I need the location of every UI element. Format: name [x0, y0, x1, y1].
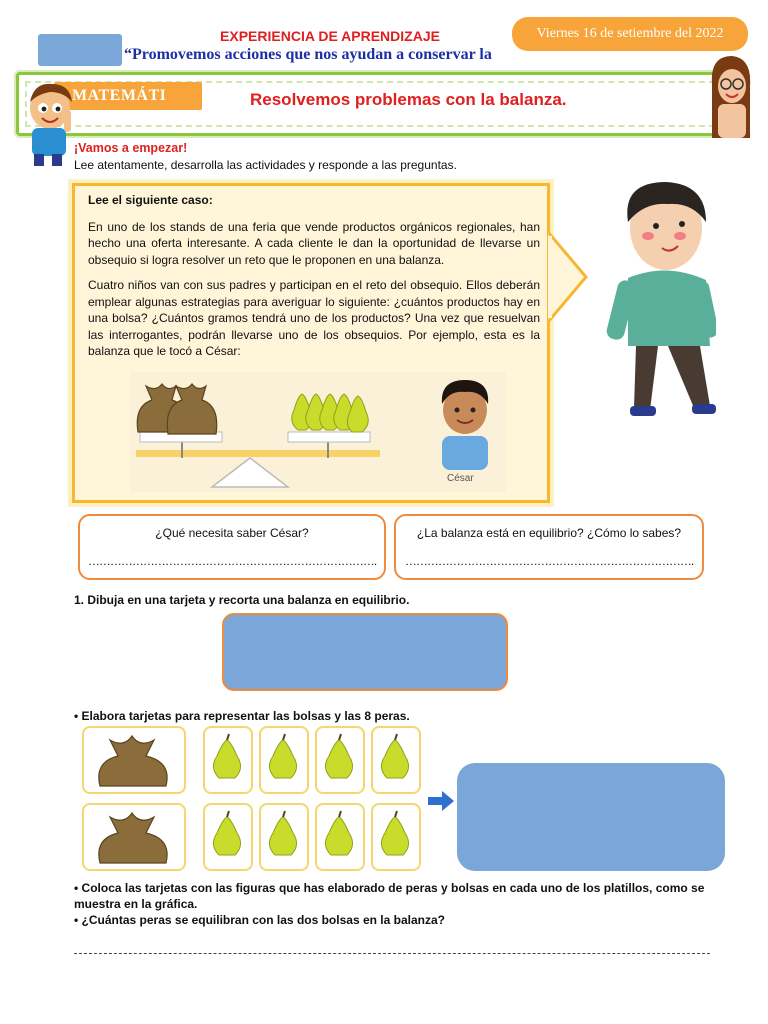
balance-drawing-card[interactable]: [222, 613, 508, 691]
area-text: MATEMÁTI: [72, 87, 167, 104]
money-bag-icon: [84, 805, 184, 869]
instructions: Lee atentamente, desarrolla las actividades y responde a las preguntas.: [74, 158, 457, 172]
pear-card[interactable]: [259, 803, 309, 871]
date-badge: [512, 17, 748, 51]
question-box-2: [394, 514, 704, 580]
activity-bullet-1: • Elabora tarjetas para representar las bolsas y las 8 peras.: [74, 709, 410, 723]
pear-icon: [205, 805, 251, 869]
pear-card[interactable]: [203, 803, 253, 871]
question-1-text: ¿Qué necesita saber César?: [155, 526, 309, 540]
pear-icon: [373, 728, 419, 792]
blue-label-rectangle: [38, 34, 122, 66]
money-bag-icon: [132, 376, 224, 436]
money-bag-icon: [84, 728, 184, 792]
experience-title: EXPERIENCIA DE APRENDIZAJE: [220, 28, 440, 44]
pear-icon: [288, 386, 370, 436]
case-paragraph-1: En uno de los stands de una feria que vende productos orgánicos regionales, han hecho una oferta interesante. A cada cliente le dan la oportunidad de llevarse un obsequio si logra resolver un reto que le proponen en una balanza.: [88, 219, 540, 267]
pear-card[interactable]: [315, 726, 365, 794]
lesson-title: Resolvemos problemas con la balanza.: [250, 90, 567, 109]
section-heading: ¡Vamos a empezar!: [74, 141, 188, 155]
girl-teacher-icon: [708, 54, 752, 140]
answer-dashed-line[interactable]: [74, 953, 710, 954]
pear-card[interactable]: [315, 803, 365, 871]
pear-icon: [317, 728, 363, 792]
pear-icon: [261, 805, 307, 869]
case-box-pointer: [548, 232, 588, 322]
pear-card[interactable]: [259, 726, 309, 794]
experience-subtitle: “Promovemos acciones que nos ayudan a conservar la: [124, 46, 492, 63]
pear-card[interactable]: [203, 726, 253, 794]
pear-icon: [373, 805, 419, 869]
bag-card-1[interactable]: [82, 726, 186, 794]
question-box-1: [78, 514, 386, 580]
activity-step-1: 1. Dibuja en una tarjeta y recorta una balanza en equilibrio.: [74, 593, 410, 607]
date-text: Viernes 16 de setiembre del 2022: [536, 26, 724, 41]
pear-card[interactable]: [371, 726, 421, 794]
question-1-answer-line[interactable]: …………………………………………………………………….: [87, 554, 377, 568]
case-heading: Lee el siguiente caso:: [88, 193, 213, 207]
boy-walking-icon: [606, 176, 716, 424]
arrow-right-icon: [428, 791, 454, 811]
activity-bullet-2: • Coloca las tarjetas con las figuras que has elaborado de peras y bolsas en cada uno de los platillos, como se muestra en la gráfica.: [74, 881, 705, 911]
bag-card-2[interactable]: [82, 803, 186, 871]
cesar-label: César: [447, 473, 474, 484]
question-2-answer-line[interactable]: …………………………………………………………………….: [404, 554, 694, 568]
boy-character-icon: [18, 80, 78, 166]
pear-icon: [205, 728, 251, 792]
pear-icon: [261, 728, 307, 792]
case-paragraph-2: Cuatro niños van con sus padres y participan en el reto del obsequio. Ellos deberán emplear algunas estrategias para averiguar lo siguiente: ¿cuántos productos hay en una bolsa? ¿Cuántos gramos tendrá uno de los productos? Una vez que resuelvan las interrogantes, podrán llevarse uno de los obsequios. Por ejemplo, esta es la balanza que le tocó a César:: [88, 278, 540, 358]
activity-bullet-3: • ¿Cuántas peras se equilibran con las dos bolsas en la balanza?: [74, 913, 445, 927]
pear-icon: [317, 805, 363, 869]
cesar-character-icon: [432, 374, 498, 472]
case-text: [88, 192, 540, 369]
question-2-text: ¿La balanza está en equilibrio? ¿Cómo lo sabes?: [416, 526, 682, 540]
pear-card[interactable]: [371, 803, 421, 871]
answer-card[interactable]: [457, 763, 725, 871]
